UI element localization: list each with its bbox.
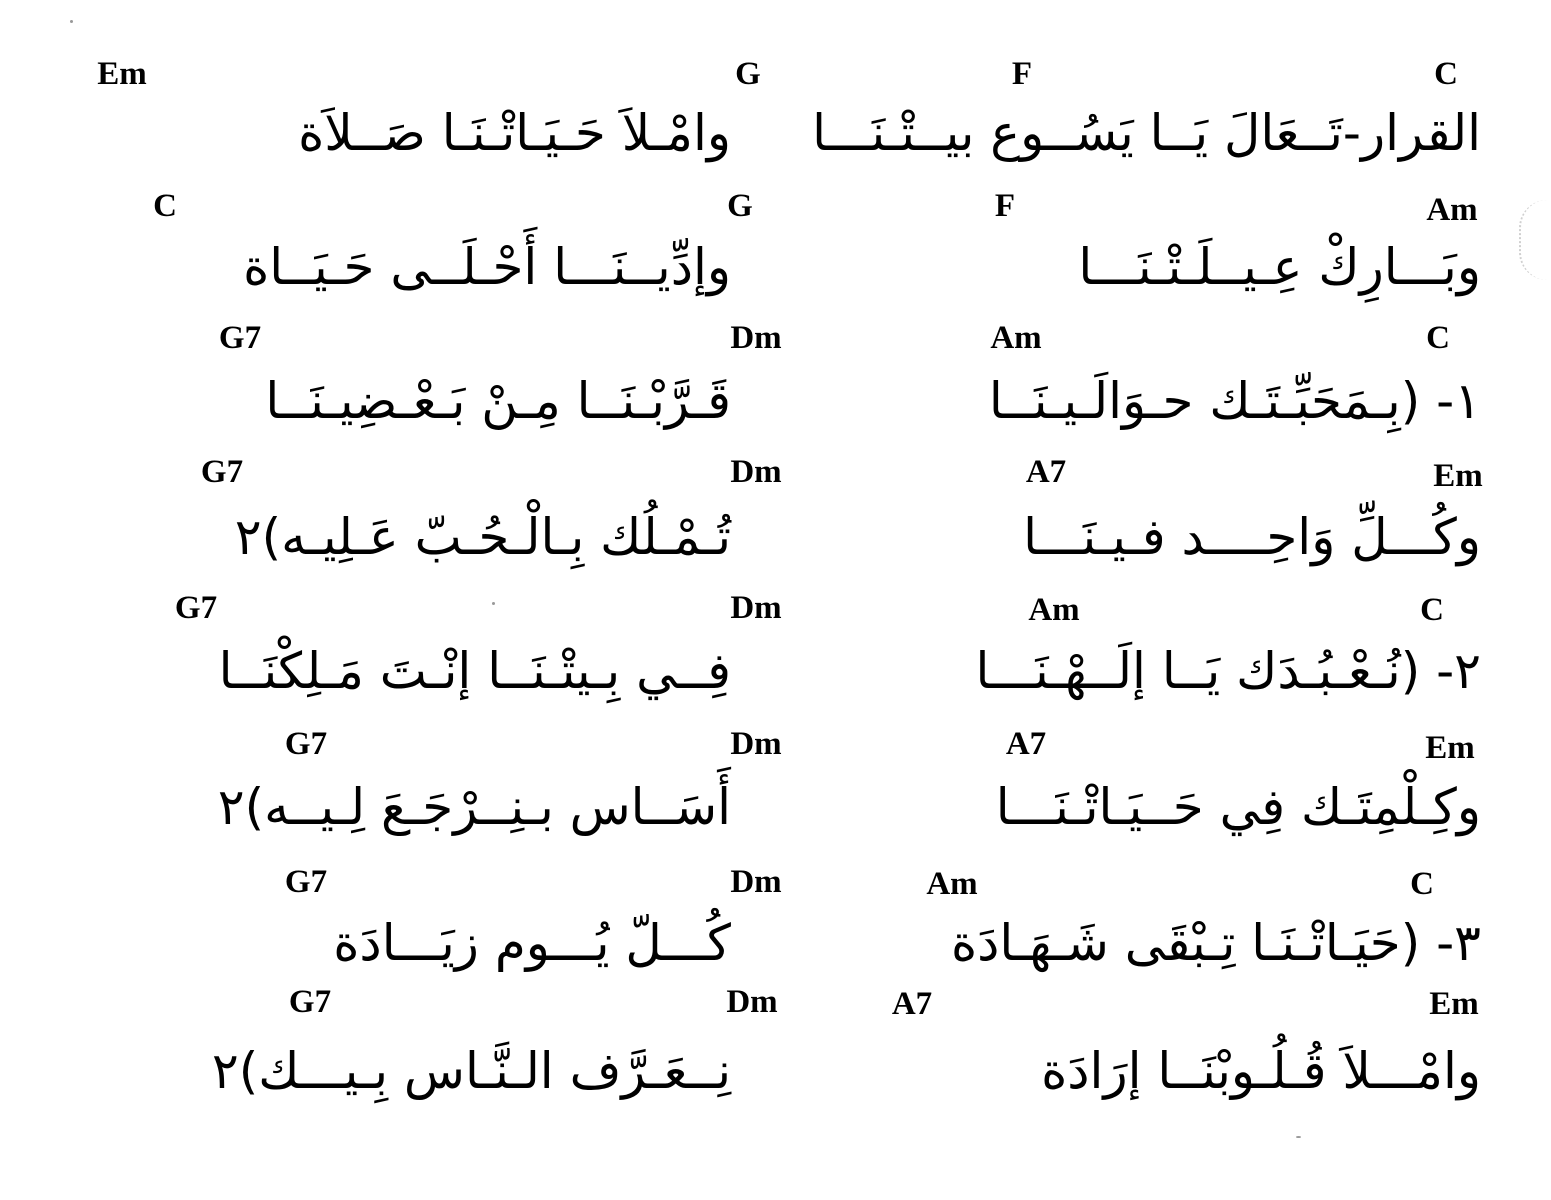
scan-speck — [492, 602, 495, 605]
chord: F — [1011, 56, 1033, 92]
lyric-line: وامْـــلاَ قُـلُـوبْنَــا إرَادَة — [1041, 1042, 1481, 1100]
chord: G7 — [284, 726, 328, 762]
lyric-line: كُـــلّ يُـــوم زيَـــادَة — [333, 914, 731, 972]
lyric-line: ٢- (نُـعْـبُـدَك يَــا إلَــهْـنَـــا — [975, 642, 1481, 700]
chord: Dm — [730, 320, 782, 356]
chord: G7 — [200, 454, 244, 490]
lyric-line: وامْـلاَ حَـيَـاتْـنَـا صَــلاَة — [298, 104, 731, 162]
lyric-line: فِــي بِـيتْـنَــا إنْـتَ مَـلِكْنَــا — [218, 642, 731, 700]
chord: Em — [97, 56, 147, 92]
scan-margin-mark — [1519, 200, 1547, 280]
chord: Am — [990, 320, 1042, 356]
chord: C — [153, 188, 177, 224]
chord: G7 — [288, 984, 332, 1020]
scan-speck — [70, 20, 73, 23]
chord: G — [727, 188, 753, 224]
lyric-line: نِــعَـرَّف الـنَّـاس بِـيـــك)٢ — [211, 1042, 731, 1100]
chord: C — [1410, 866, 1434, 902]
lyric-line: وكِـلْمِتَـك فِي حَــيَـاتْـنَـــا — [995, 778, 1481, 836]
lyric-line: ١- (بِـمَحَبِّـتَـك حـوَالَـيـنَــا — [988, 372, 1481, 430]
lyric-line: القرار-تَــعَالَ يَــا يَسُــوع بيــتْـنَـــا — [812, 104, 1481, 162]
chord: Am — [1028, 592, 1080, 628]
chord: A7 — [1005, 726, 1047, 762]
chord: A7 — [1025, 454, 1067, 490]
lyric-line: وبَـــارِكْ عِـيــلَـتْـنَـــا — [1078, 238, 1481, 296]
chord: Dm — [730, 590, 782, 626]
chord: C — [1426, 320, 1450, 356]
chord: Em — [1425, 730, 1475, 766]
chord: Dm — [726, 984, 778, 1020]
chord: G — [735, 56, 761, 92]
chord: G7 — [218, 320, 262, 356]
chord: G7 — [174, 590, 218, 626]
lyric-line: وإدِّيــنَـــا أَحْـلَــى حَـيَــاة — [243, 238, 731, 296]
chord: Dm — [730, 864, 782, 900]
lyric-line: وكُـــلِّ وَاحِــــد فـيـنَـــا — [1023, 508, 1481, 566]
chord: Em — [1429, 986, 1479, 1022]
chord: C — [1420, 592, 1444, 628]
lyric-line: أَسَــاس بـنِــرْجَـعَ لِـيــه)٢ — [217, 778, 731, 836]
chord: Em — [1433, 458, 1483, 494]
chord: Dm — [730, 726, 782, 762]
chord: Am — [1426, 192, 1478, 228]
scan-speck — [1296, 1136, 1301, 1138]
chord: C — [1434, 56, 1458, 92]
chord: Am — [926, 866, 978, 902]
chord: G7 — [284, 864, 328, 900]
chord: A7 — [891, 986, 933, 1022]
chord: Dm — [730, 454, 782, 490]
chord: F — [994, 188, 1016, 224]
lyric-line: ٣- (حَيَـاتْـنَـا تِـبْقَى شَـهَـادَة — [950, 914, 1481, 972]
lyric-line: تُـمْـلُك بِـالْـحُـبّ عَـلِيـه)٢ — [234, 508, 731, 566]
lyric-line: قَـرَّبْـنَــا مِـنْ بَـعْـضِيـنَــا — [265, 372, 731, 430]
